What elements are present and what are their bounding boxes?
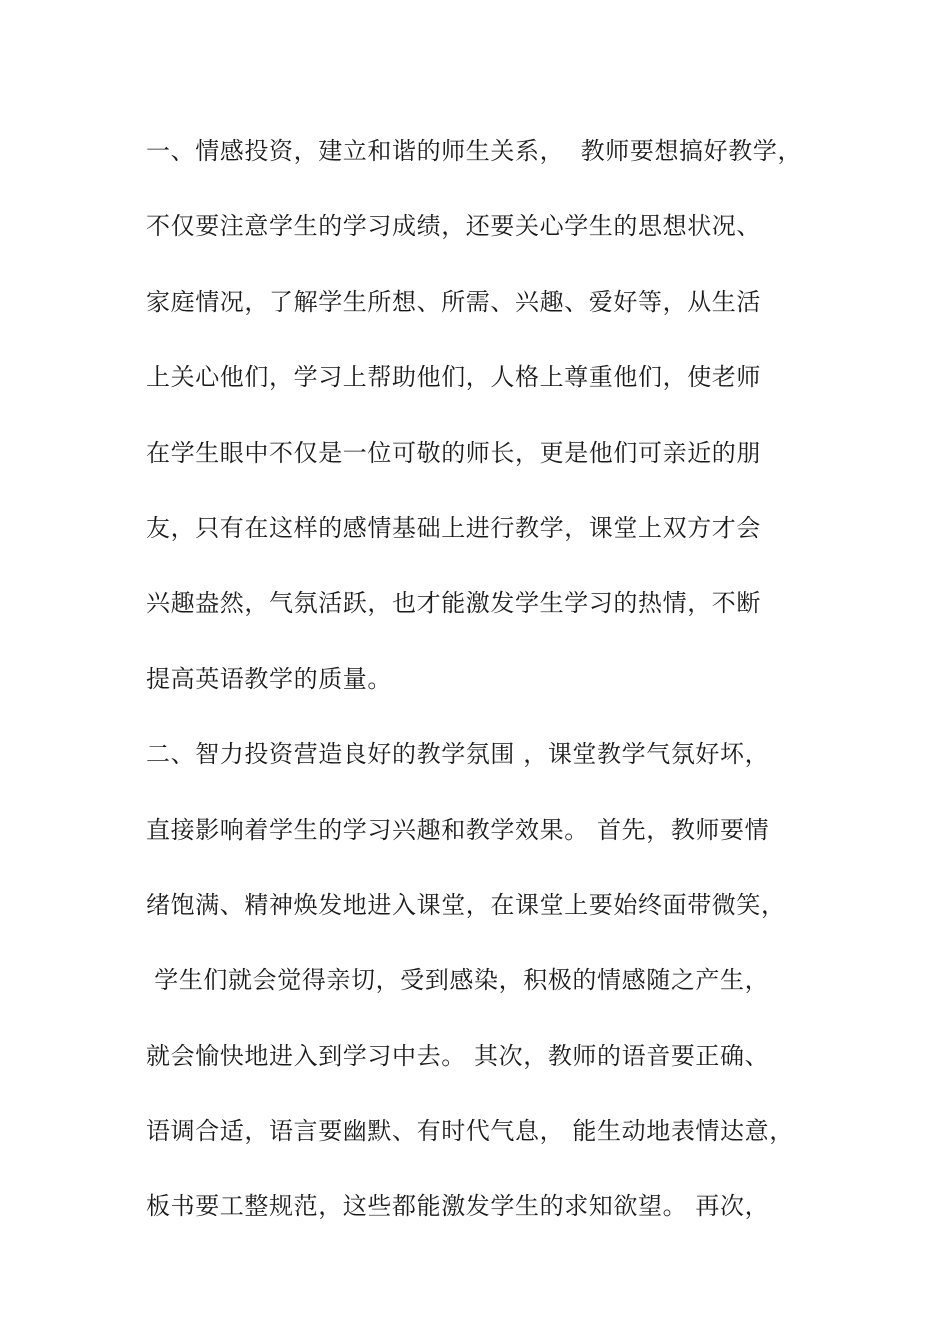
text-line-3: 家庭情况，了解学生所想、所需、兴趣、爱好等，从生活 [146,287,761,316]
text-line-11: 绪饱满、精神焕发地进入课堂，在课堂上要始终面带微笑， [146,890,786,919]
text-line-6: 友，只有在这样的感情基础上进行教学，课堂上双方才会 [146,513,761,542]
text-line-12: 学生们就会觉得亲切，受到感染，积极的情感随之产生， [146,966,770,995]
text-line-7: 兴趣盎然，气氛活跃，也才能激发学生学习的热情，不断 [146,589,761,618]
text-line-8: 提高英语教学的质量。 [146,664,392,693]
text-line-14: 语调合适，语言要幽默、有时代气息， 能生动地表情达意， [146,1117,794,1146]
text-line-2: 不仅要注意学生的学习成绩，还要关心学生的思想状况、 [146,212,761,241]
text-line-1: 一、情感投资，建立和谐的师生关系， 教师要想搞好教学， [146,137,803,165]
body-text [146,128,836,1259]
text-line-15: 板书要工整规范，这些都能激发学生的求知欲望。 再次， [146,1192,770,1221]
text-line-4: 上关心他们，学习上帮助他们，人格上尊重他们，使老师 [146,363,761,392]
text-line-13: 就会愉快地进入到学习中去。 其次，教师的语音要正确、 [146,1041,770,1070]
text-line-9: 二、智力投资营造良好的教学氛围 ，课堂教学气氛好坏， [146,740,770,769]
text-line-5: 在学生眼中不仅是一位可敬的师长，更是他们可亲近的朋 [146,438,761,467]
text-line-10: 直接影响着学生的学习兴趣和教学效果。 首先，教师要情 [146,815,770,844]
